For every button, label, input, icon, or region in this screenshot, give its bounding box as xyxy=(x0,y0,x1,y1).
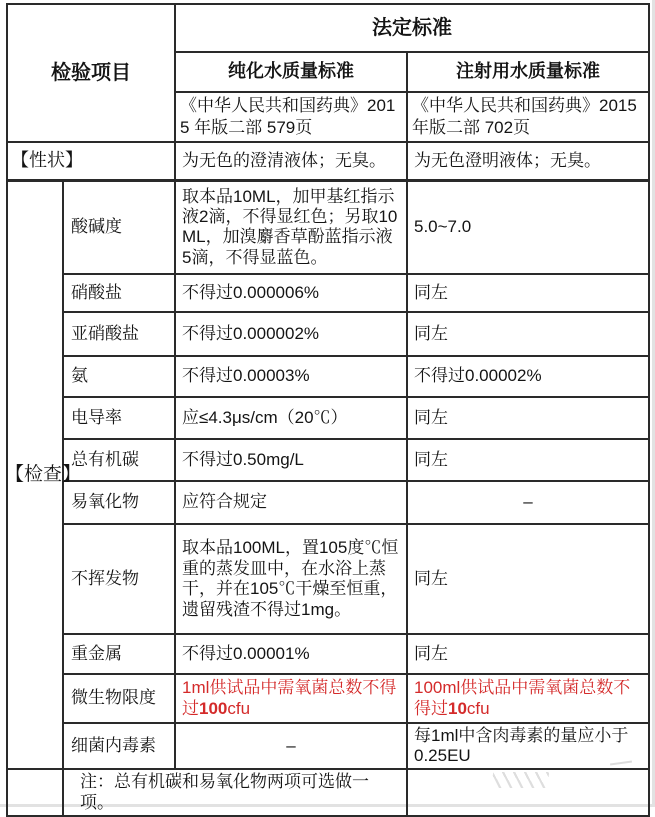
water-quality-standards-table xyxy=(6,3,650,817)
column-header-legal-standard: 法定标准 xyxy=(175,4,649,52)
row-oxidizable-substances xyxy=(7,481,649,524)
row-heavy-metals xyxy=(7,634,649,674)
microbial-purified-text: 1ml供试品中需氧菌总数不得过 xyxy=(182,678,397,719)
item-name-cell: 亚硝酸盐 xyxy=(63,312,175,356)
injection-value-cell: 同左 xyxy=(407,439,649,481)
injection-value-cell xyxy=(407,674,649,723)
row-total-organic-carbon xyxy=(7,439,649,481)
microbial-injection-unit: cfu xyxy=(466,699,490,719)
footer-note-row xyxy=(7,769,649,816)
purified-value-cell: 取本品100ML，置105度℃恒重的蒸发皿中，在水浴上蒸干，并在105℃干燥至恒重，遗留残渣不得过1mg。 xyxy=(175,524,407,634)
item-name-cell: 细菌内毒素 xyxy=(63,723,175,770)
purified-value-cell: 应≤4.3μs/cm（20℃） xyxy=(175,397,407,439)
item-name-cell: 易氧化物 xyxy=(63,481,175,524)
row-nonvolatile-matter xyxy=(7,524,649,634)
column-header-inspection-item: 检验项目 xyxy=(7,4,175,142)
purified-value-cell: 不得过0.000002% xyxy=(175,312,407,356)
section-label-character: 【性状】 xyxy=(7,142,175,180)
purified-value-cell: 不得过0.00003% xyxy=(175,356,407,397)
injection-value-cell: 同左 xyxy=(407,312,649,356)
injection-value-cell: 5.0~7.0 xyxy=(407,180,649,274)
header-row-1 xyxy=(7,4,649,52)
item-name-cell: 硝酸盐 xyxy=(63,274,175,312)
column-header-purified-water: 纯化水质量标准 xyxy=(175,52,407,92)
row-character xyxy=(7,142,649,180)
item-name-cell: 氨 xyxy=(63,356,175,397)
empty-cell xyxy=(407,769,649,816)
character-injection-value: 为无色澄明液体；无臭。 xyxy=(407,142,649,180)
purified-value-cell: 应符合规定 xyxy=(175,481,407,524)
row-microbial-limit xyxy=(7,674,649,723)
item-name-cell: 微生物限度 xyxy=(63,674,175,723)
microbial-injection-limit-number: 10 xyxy=(448,699,467,719)
injection-water-reference: 《中华人民共和国药典》2015 年版二部 702页 xyxy=(407,92,649,142)
purified-value-cell xyxy=(175,674,407,723)
item-name-cell: 不挥发物 xyxy=(63,524,175,634)
injection-value-cell: 同左 xyxy=(407,634,649,674)
purified-value-cell: – xyxy=(175,723,407,770)
purified-value-cell: 不得过0.50mg/L xyxy=(175,439,407,481)
section-label-inspection xyxy=(5,180,82,769)
row-nitrite xyxy=(7,312,649,356)
purified-value-cell: 不得过0.000006% xyxy=(175,274,407,312)
row-bacterial-endotoxin xyxy=(7,723,649,770)
column-header-injection-water: 注射用水质量标准 xyxy=(407,52,649,92)
empty-cell xyxy=(7,769,63,816)
microbial-purified-unit: cfu xyxy=(227,699,251,719)
injection-value-cell: 同左 xyxy=(407,274,649,312)
inspection-label-text: 【检查】 xyxy=(5,463,82,485)
row-acidity xyxy=(7,180,649,274)
injection-value-cell: 每1ml中含肉毒素的量应小于0.25EU xyxy=(407,723,649,770)
character-purified-value: 为无色的澄清液体；无臭。 xyxy=(175,142,407,180)
injection-value-cell: 不得过0.00002% xyxy=(407,356,649,397)
row-conductivity xyxy=(7,397,649,439)
microbial-purified-limit-number: 100 xyxy=(199,699,228,719)
row-ammonia xyxy=(7,356,649,397)
item-name-cell: 电导率 xyxy=(63,397,175,439)
purified-water-reference: 《中华人民共和国药典》2015 年版二部 579页 xyxy=(175,92,407,142)
purified-value-cell: 不得过0.00001% xyxy=(175,634,407,674)
item-name-cell: 酸碱度 xyxy=(63,180,175,274)
injection-value-cell: – xyxy=(407,481,649,524)
injection-value-cell: 同左 xyxy=(407,397,649,439)
purified-value-cell: 取本品10ML，加甲基红指示液2滴，不得显红色；另取10ML，加溴麝香草酚蓝指示液5滴，不得显蓝色。 xyxy=(175,180,407,274)
item-name-cell: 重金属 xyxy=(63,634,175,674)
row-nitrate xyxy=(7,274,649,312)
footer-note: 注：总有机碳和易氧化物两项可选做一项。 xyxy=(63,769,407,816)
injection-value-cell: 同左 xyxy=(407,524,649,634)
item-name-cell: 总有机碳 xyxy=(63,439,175,481)
microbial-injection-text: 100ml供试品中需氧菌总数不得过 xyxy=(414,678,631,719)
